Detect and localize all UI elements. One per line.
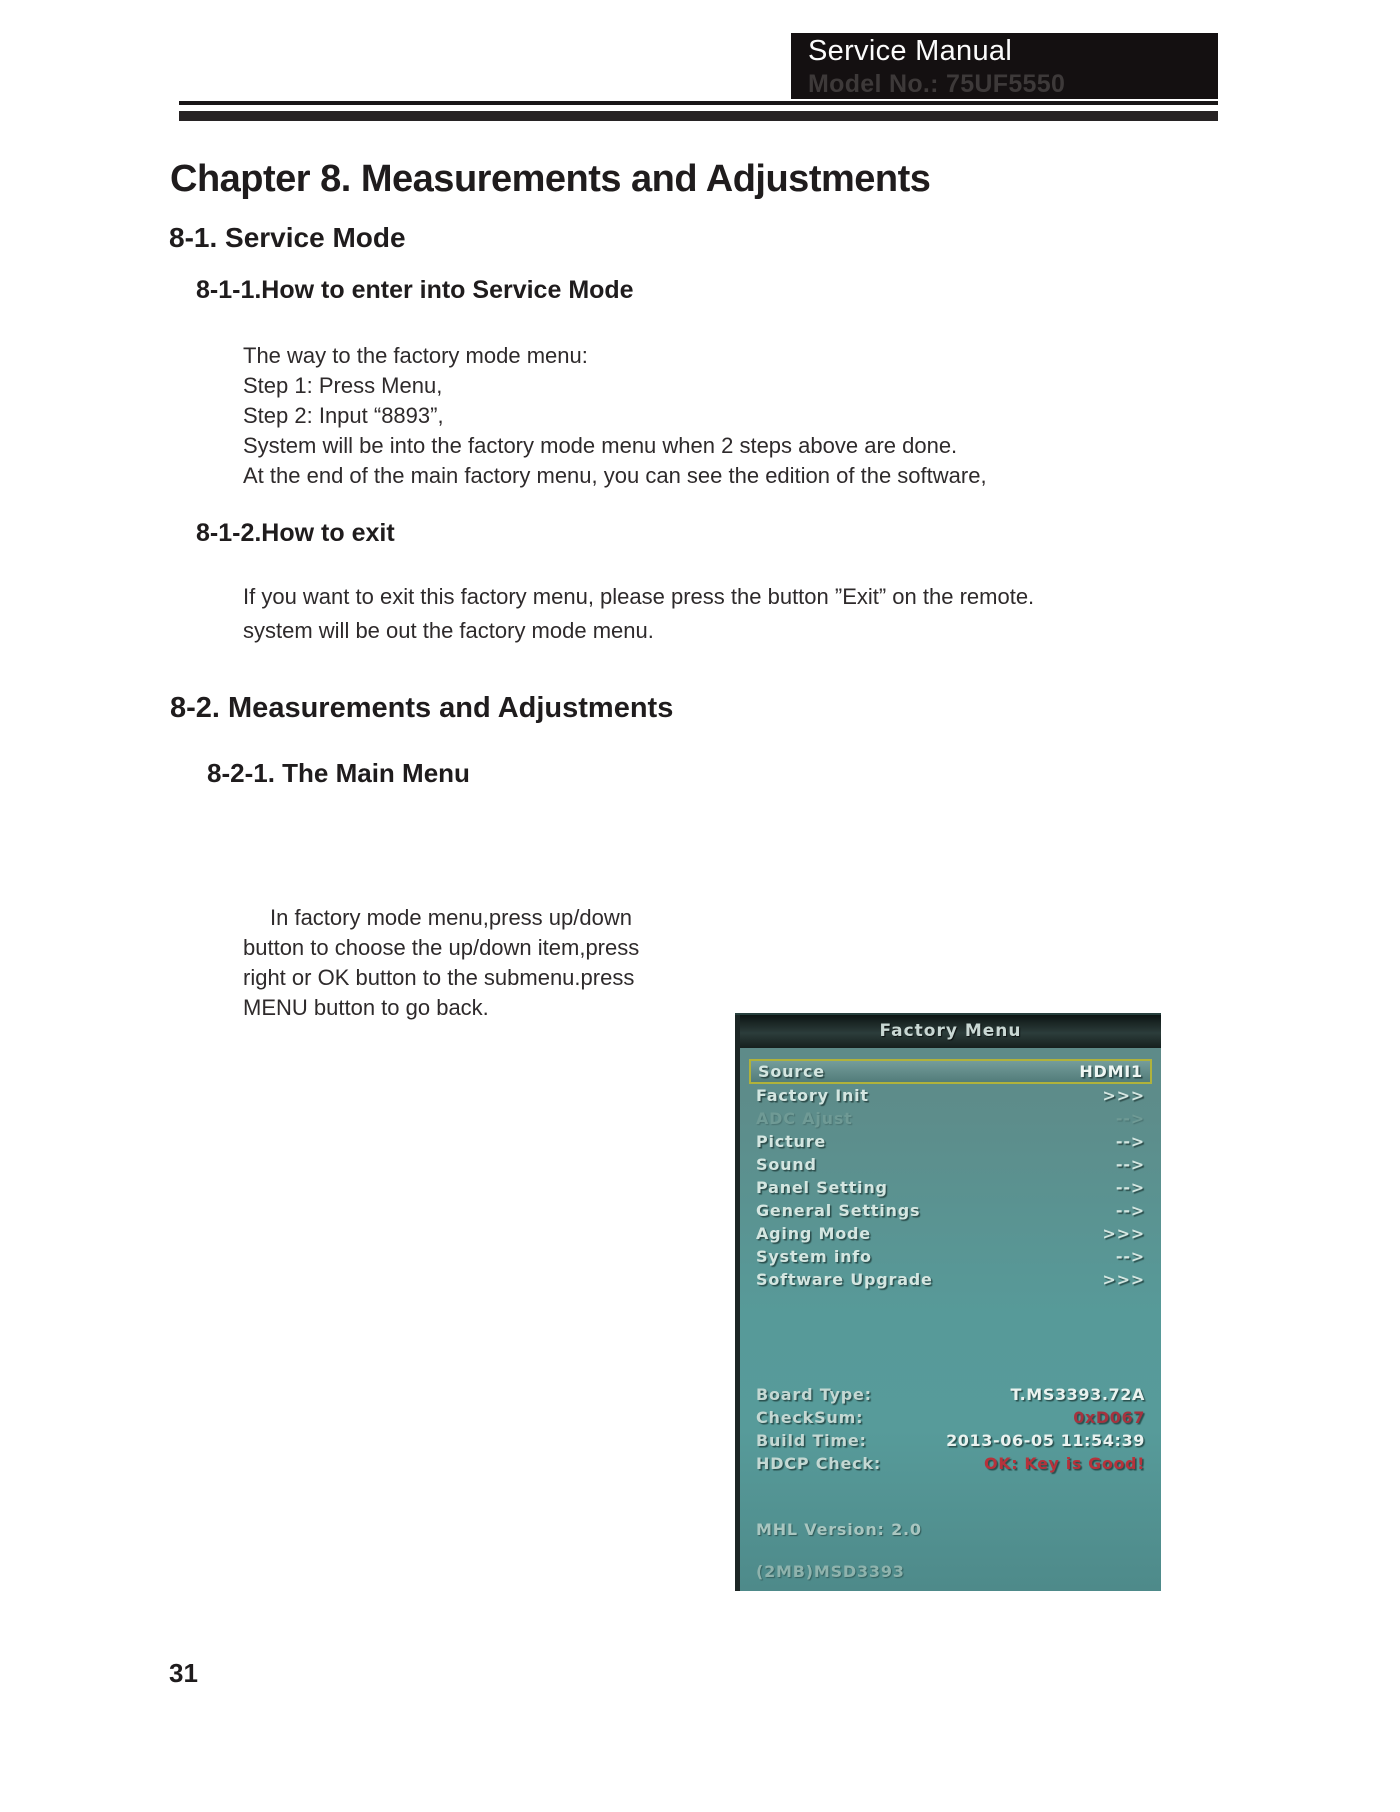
menu-row-aging-mode <box>749 1222 1152 1245</box>
menu-item-label: Picture <box>756 1132 827 1151</box>
page-number: 31 <box>169 1658 198 1688</box>
board-info-value: OK: Key is Good! <box>984 1454 1145 1473</box>
board-info-label: Build Time: <box>756 1431 867 1450</box>
menu-item-value: --> <box>1115 1132 1145 1151</box>
menu-item-label: Panel Setting <box>756 1178 888 1197</box>
paragraph-line: In factory mode menu,press up/down <box>270 905 632 930</box>
board-info-label: CheckSum: <box>756 1408 864 1427</box>
board-info-list <box>749 1383 1152 1475</box>
paragraph-line: button to choose the up/down item,press <box>243 935 640 960</box>
menu-row-adc-ajust <box>749 1107 1152 1130</box>
menu-row-sound <box>749 1153 1152 1176</box>
menu-item-value: HDMI1 <box>1079 1062 1143 1081</box>
menu-item-label: Factory Init <box>756 1086 869 1105</box>
menu-item-value: >>> <box>1102 1270 1145 1289</box>
body-line: system will be out the factory mode menu. <box>243 618 654 643</box>
menu-row-picture <box>749 1130 1152 1153</box>
menu-item-label: Aging Mode <box>756 1224 871 1243</box>
menu-row-panel-setting <box>749 1176 1152 1199</box>
header-box <box>791 33 1218 99</box>
mhl-version-line: MHL Version: 2.0 <box>756 1520 922 1539</box>
header-model: Model No.: 75UF5550 <box>808 70 1066 98</box>
menu-item-value: --> <box>1115 1247 1145 1266</box>
header-rule-thin <box>179 101 1218 105</box>
menu-item-value: --> <box>1115 1155 1145 1174</box>
paragraph-line: right or OK button to the submenu.press <box>243 965 635 990</box>
board-info-row-checksum <box>749 1406 1152 1429</box>
chip-info-line: (2MB)MSD3393 <box>756 1562 905 1581</box>
menu-item-label: ADC Ajust <box>756 1109 853 1128</box>
menu-item-label: General Settings <box>756 1201 921 1220</box>
menu-row-source <box>749 1059 1152 1084</box>
board-info-value: 2013-06-05 11:54:39 <box>946 1431 1145 1450</box>
board-info-value: 0xD067 <box>1073 1408 1145 1427</box>
section-title-8-2: 8-2. Measurements and Adjustments <box>170 692 674 724</box>
factory-menu-title: Factory Menu <box>740 1015 1161 1048</box>
board-info-row-board-type <box>749 1383 1152 1406</box>
paragraph-line: MENU button to go back. <box>243 995 489 1020</box>
header-title: Service Manual <box>808 35 1013 67</box>
intro-paragraph <box>243 903 673 1023</box>
menu-item-value: >>> <box>1102 1086 1145 1105</box>
menu-item-label: Sound <box>756 1155 817 1174</box>
menu-item-label: System info <box>756 1247 872 1266</box>
menu-item-label: Source <box>758 1062 825 1081</box>
menu-row-software-upgrade <box>749 1268 1152 1291</box>
board-info-value: T.MS3393.72A <box>1010 1385 1145 1404</box>
header-rule-thick <box>179 111 1218 121</box>
chapter-title: Chapter 8. Measurements and Adjustments <box>170 158 931 200</box>
body-line: The way to the factory mode menu: <box>243 343 588 368</box>
menu-row-factory-init <box>749 1084 1152 1107</box>
body-line: At the end of the main factory menu, you can see the edition of the software, <box>243 463 987 488</box>
menu-item-value: --> <box>1115 1178 1145 1197</box>
subsection-title-8-1-1: 8-1-1.How to enter into Service Mode <box>196 276 634 304</box>
factory-menu-list <box>749 1059 1152 1291</box>
menu-row-system-info <box>749 1245 1152 1268</box>
body-line: If you want to exit this factory menu, please press the button ”Exit” on the remote. <box>243 584 1035 609</box>
section-title-8-1: 8-1. Service Mode <box>169 222 406 253</box>
factory-menu-screenshot <box>735 1015 1161 1591</box>
menu-item-value: --> <box>1115 1109 1145 1128</box>
menu-row-general-settings <box>749 1199 1152 1222</box>
board-info-row-build-time <box>749 1429 1152 1452</box>
body-line: Step 2: Input “8893”, <box>243 403 444 428</box>
board-info-label: Board Type: <box>756 1385 872 1404</box>
body-text-8-1-1 <box>243 341 987 491</box>
menu-item-label: Software Upgrade <box>756 1270 933 1289</box>
subsection-title-8-2-1: 8-2-1. The Main Menu <box>207 758 470 788</box>
body-line: System will be into the factory mode menu when 2 steps above are done. <box>243 433 958 458</box>
board-info-label: HDCP Check: <box>756 1454 882 1473</box>
menu-item-value: --> <box>1115 1201 1145 1220</box>
subsection-title-8-1-2: 8-1-2.How to exit <box>196 519 395 547</box>
menu-item-value: >>> <box>1102 1224 1145 1243</box>
body-text-8-1-2 <box>243 580 1034 648</box>
board-info-row-hdcp-check <box>749 1452 1152 1475</box>
body-line: Step 1: Press Menu, <box>243 373 443 398</box>
